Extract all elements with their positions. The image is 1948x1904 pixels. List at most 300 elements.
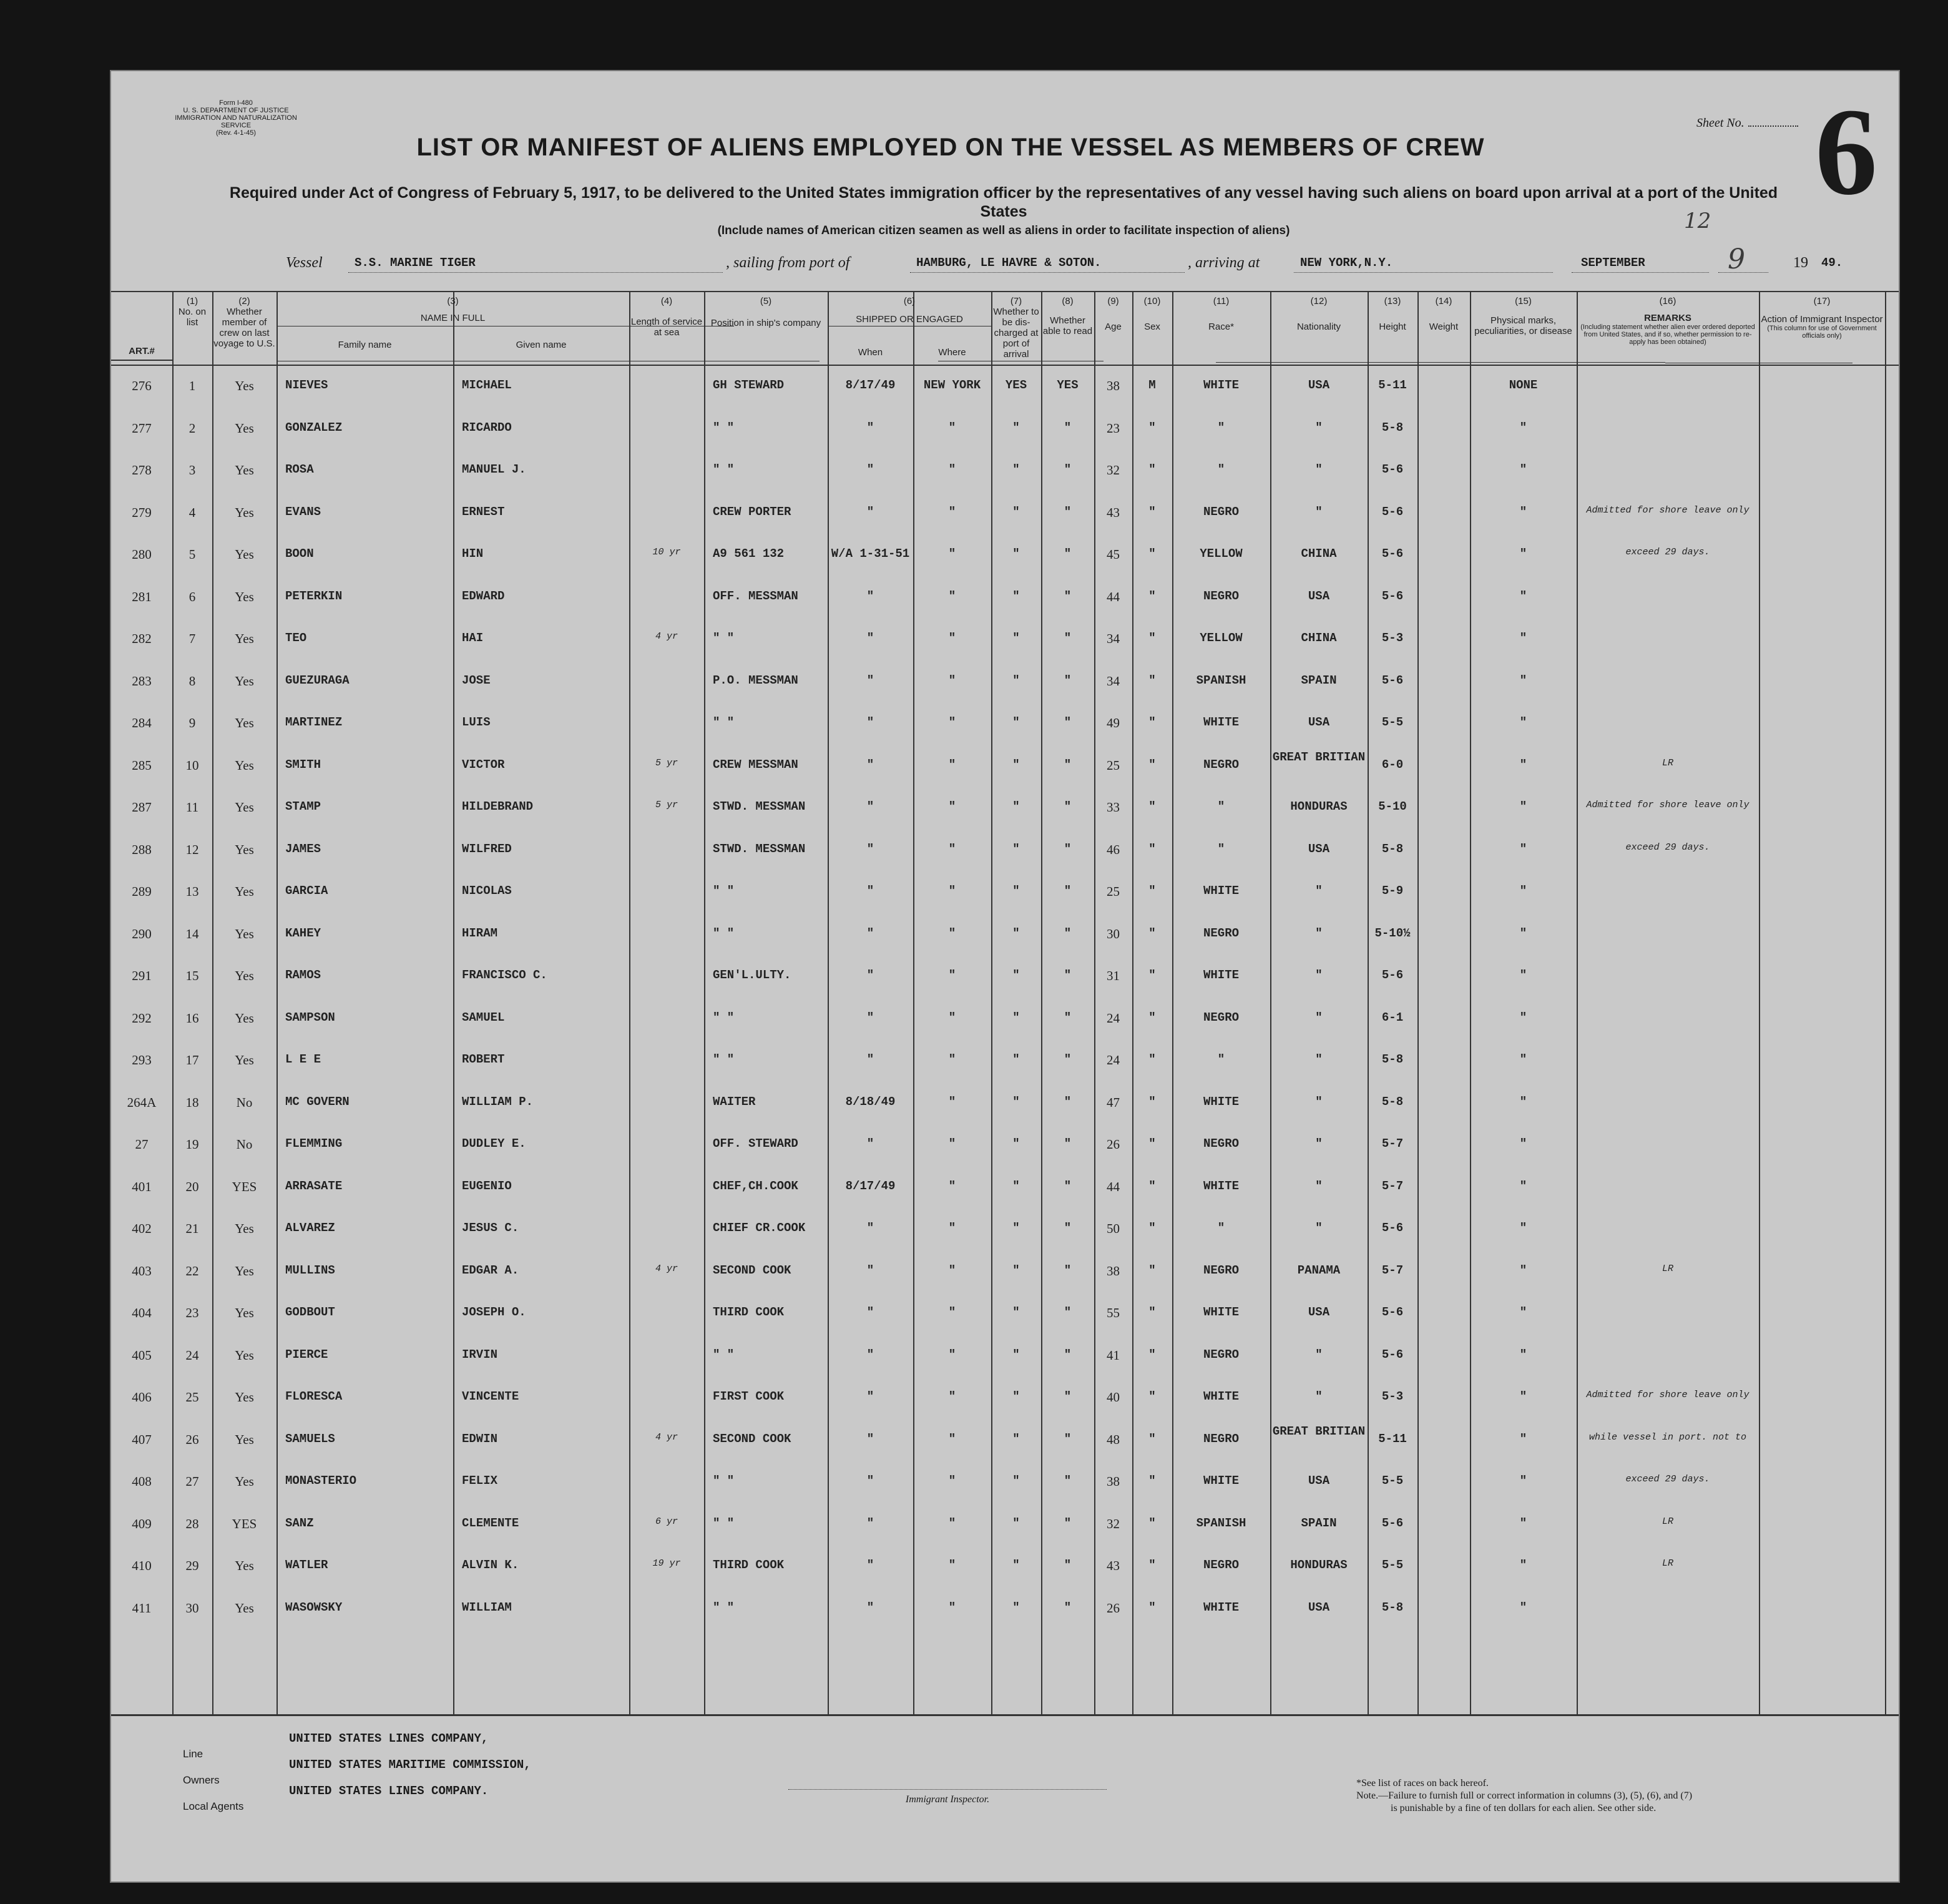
row-to-be-discharged: " <box>1012 926 1020 940</box>
row-length-of-service: 6 yr <box>655 1516 678 1527</box>
row-where-shipped: " <box>948 547 956 561</box>
row-when-shipped: 8/17/49 <box>845 378 896 392</box>
row-position: OFF. STEWARD <box>713 1137 798 1151</box>
row-where-shipped: " <box>948 1558 956 1572</box>
row-race: " <box>1217 800 1225 813</box>
row-height: 5-3 <box>1381 631 1404 645</box>
row-list-number: 11 <box>185 800 199 815</box>
row-art-number: 290 <box>132 926 152 941</box>
row-list-number: 25 <box>185 1390 199 1405</box>
row-position: P.O. MESSMAN <box>713 673 798 687</box>
row-physical-marks: " <box>1519 1221 1527 1235</box>
row-when-shipped: " <box>866 673 874 687</box>
row-height: 5-6 <box>1381 504 1404 519</box>
row-when-shipped: " <box>866 842 874 856</box>
sailing-label: , sailing from port of <box>726 255 850 271</box>
row-able-to-read: " <box>1064 926 1072 940</box>
row-remarks: exceed 29 days. <box>1625 547 1710 557</box>
row-family-name: GODBOUT <box>285 1305 335 1319</box>
row-art-number: 264A <box>127 1094 157 1110</box>
row-list-number: 20 <box>185 1179 199 1194</box>
row-nationality: USA <box>1308 715 1330 729</box>
row-last-voyage: Yes <box>235 463 254 478</box>
row-where-shipped: NEW YORK <box>923 378 981 392</box>
row-nationality: " <box>1315 1221 1323 1235</box>
row-able-to-read: " <box>1064 1600 1072 1614</box>
row-list-number: 24 <box>185 1347 199 1363</box>
row-list-number: 7 <box>188 631 196 646</box>
row-given-name: VINCENTE <box>462 1390 519 1403</box>
row-position: THIRD COOK <box>713 1558 785 1572</box>
row-race: " <box>1217 420 1225 434</box>
row-family-name: ROSA <box>285 463 314 476</box>
row-given-name: JOSEPH O. <box>462 1305 526 1319</box>
row-position: GH STEWARD <box>713 378 785 392</box>
row-nationality: CHINA <box>1301 631 1337 645</box>
row-sex: " <box>1148 1431 1156 1446</box>
row-list-number: 8 <box>188 673 196 689</box>
row-nationality: USA <box>1308 842 1330 856</box>
row-height: 5-6 <box>1381 589 1404 603</box>
row-race: " <box>1217 1221 1225 1235</box>
row-age: 47 <box>1107 1094 1120 1110</box>
row-sex: " <box>1148 1179 1156 1193</box>
row-position: SECOND COOK <box>713 1431 791 1446</box>
row-nationality: USA <box>1308 1600 1330 1614</box>
row-height: 5-7 <box>1381 1137 1404 1151</box>
row-given-name: HAI <box>462 631 484 645</box>
row-position: " " <box>713 631 735 645</box>
row-where-shipped: " <box>948 504 956 519</box>
row-list-number: 10 <box>185 757 199 773</box>
row-remarks: LR <box>1662 1263 1673 1274</box>
sheet-number-label: Sheet No. <box>1696 116 1798 130</box>
row-nationality: " <box>1315 1347 1323 1362</box>
col-2-header: (2) Whether member of crew on last voyage to U.S. <box>213 296 275 349</box>
row-race: " <box>1217 842 1225 856</box>
row-last-voyage: Yes <box>235 1558 254 1573</box>
row-remarks: Admitted for shore leave only <box>1586 1390 1750 1400</box>
row-race: NEGRO <box>1203 926 1239 940</box>
row-age: 55 <box>1107 1305 1120 1320</box>
row-family-name: MONASTERIO <box>285 1474 357 1488</box>
row-height: 5-7 <box>1381 1263 1404 1277</box>
row-family-name: ALVAREZ <box>285 1221 335 1235</box>
row-remarks: LR <box>1662 1516 1673 1527</box>
year-prefix: 19 <box>1793 255 1808 271</box>
row-art-number: 276 <box>132 378 152 393</box>
row-to-be-discharged: " <box>1012 1600 1020 1614</box>
row-remarks: Admitted for shore leave only <box>1586 504 1750 516</box>
row-art-number: 293 <box>132 1053 152 1067</box>
line-value: UNITED STATES LINES COMPANY, <box>289 1732 489 1745</box>
row-given-name: NICOLAS <box>462 884 512 898</box>
row-given-name: IRVIN <box>462 1347 498 1362</box>
row-remarks: exceed 29 days. <box>1625 1474 1710 1484</box>
row-position: " " <box>713 926 735 940</box>
row-nationality: " <box>1315 884 1323 898</box>
form-identifier <box>170 99 301 137</box>
row-to-be-discharged: " <box>1012 547 1020 561</box>
row-when-shipped: " <box>866 1053 874 1066</box>
row-given-name: HIRAM <box>462 926 498 940</box>
row-physical-marks: " <box>1519 1137 1527 1151</box>
row-family-name: SANZ <box>285 1516 314 1530</box>
row-age: 46 <box>1107 842 1120 857</box>
row-when-shipped: W/A 1-31-51 <box>831 547 910 561</box>
row-able-to-read: " <box>1064 420 1072 434</box>
row-when-shipped: " <box>866 1390 874 1403</box>
row-to-be-discharged: " <box>1012 1431 1020 1446</box>
row-last-voyage: Yes <box>235 842 254 857</box>
row-list-number: 17 <box>185 1053 199 1067</box>
row-last-voyage: No <box>236 1094 253 1110</box>
row-able-to-read: " <box>1064 1516 1072 1530</box>
row-age: 38 <box>1107 1263 1120 1278</box>
row-family-name: GONZALEZ <box>285 420 343 434</box>
row-nationality: " <box>1315 926 1323 940</box>
row-race: SPANISH <box>1196 673 1246 687</box>
row-where-shipped: " <box>948 1137 956 1151</box>
col-13-header: (13) Height <box>1379 296 1406 332</box>
row-sex: " <box>1148 1558 1156 1572</box>
row-last-voyage: YES <box>232 1179 257 1194</box>
row-to-be-discharged: " <box>1012 1010 1020 1024</box>
crew-table <box>111 291 1899 1714</box>
row-given-name: LUIS <box>462 715 491 729</box>
row-list-number: 27 <box>185 1474 199 1489</box>
inspector-label: Immigrant Inspector. <box>905 1794 990 1805</box>
row-age: 38 <box>1107 1474 1120 1489</box>
row-list-number: 19 <box>185 1137 199 1152</box>
row-age: 49 <box>1107 715 1120 730</box>
row-age: 24 <box>1107 1053 1120 1067</box>
row-given-name: JESUS C. <box>462 1221 519 1235</box>
row-height: 5-5 <box>1381 1558 1404 1572</box>
row-when-shipped: " <box>866 420 874 434</box>
row-to-be-discharged: " <box>1012 1053 1020 1066</box>
row-last-voyage: Yes <box>235 1474 254 1489</box>
row-sex: " <box>1148 1347 1156 1362</box>
col-3-header: (3) NAME IN FULL <box>420 296 486 323</box>
arrival-year: 49. <box>1821 256 1843 270</box>
row-age: 44 <box>1107 589 1120 604</box>
row-given-name: FELIX <box>462 1474 498 1488</box>
row-physical-marks: " <box>1519 1600 1527 1614</box>
row-height: 6-1 <box>1381 1010 1404 1024</box>
row-list-number: 3 <box>188 463 196 478</box>
row-family-name: FLEMMING <box>285 1137 343 1151</box>
row-physical-marks: " <box>1519 968 1527 982</box>
row-when-shipped: " <box>866 1263 874 1277</box>
row-given-name: VICTOR <box>462 757 505 772</box>
row-nationality: CHINA <box>1301 547 1337 561</box>
row-where-shipped: " <box>948 926 956 940</box>
row-family-name: SAMPSON <box>285 1010 335 1024</box>
row-family-name: KAHEY <box>285 926 321 940</box>
family-name-header: Family name <box>338 340 392 350</box>
row-nationality: " <box>1315 1094 1323 1109</box>
row-last-voyage: YES <box>232 1516 257 1531</box>
row-physical-marks: " <box>1519 504 1527 519</box>
row-to-be-discharged: " <box>1012 1263 1020 1277</box>
row-where-shipped: " <box>948 1221 956 1235</box>
row-able-to-read: " <box>1064 800 1072 813</box>
row-given-name: WILLIAM P. <box>462 1094 534 1109</box>
row-last-voyage: Yes <box>235 1053 254 1067</box>
row-height: 5-6 <box>1381 547 1404 561</box>
row-race: NEGRO <box>1203 1263 1239 1277</box>
row-race: NEGRO <box>1203 589 1239 603</box>
row-last-voyage: Yes <box>235 884 254 899</box>
row-physical-marks: " <box>1519 1516 1527 1530</box>
row-list-number: 16 <box>185 1010 199 1026</box>
footer <box>111 1714 1899 1883</box>
row-art-number: 280 <box>132 547 152 562</box>
row-last-voyage: Yes <box>235 1600 254 1616</box>
col-15-header: (15) Physical marks, peculiarities, or disease <box>1474 296 1572 336</box>
row-physical-marks: " <box>1519 1179 1527 1193</box>
row-race: WHITE <box>1203 968 1239 982</box>
row-remarks: LR <box>1662 757 1673 768</box>
row-where-shipped: " <box>948 1053 956 1066</box>
service: IMMIGRATION AND NATURALIZATION SERVICE <box>175 114 297 129</box>
col-17-header: (17) Action of Immigrant Inspector (This column for use of Government officials only) <box>1761 296 1883 340</box>
row-position: WAITER <box>713 1094 756 1109</box>
row-position: CHEF,CH.COOK <box>713 1179 798 1193</box>
arrival-day: 9 <box>1728 243 1745 275</box>
row-where-shipped: " <box>948 968 956 982</box>
row-given-name: WILFRED <box>462 842 512 856</box>
row-age: 38 <box>1107 378 1120 393</box>
row-sex: " <box>1148 1137 1156 1151</box>
agents-value: UNITED STATES LINES COMPANY. <box>289 1784 489 1798</box>
col-1-header: (1) No. on list <box>178 296 207 328</box>
row-when-shipped: " <box>866 1474 874 1488</box>
row-height: 5-6 <box>1381 1516 1404 1530</box>
row-physical-marks: " <box>1519 1094 1527 1109</box>
line-label: Line <box>183 1748 203 1760</box>
row-family-name: SAMUELS <box>285 1431 335 1446</box>
row-family-name: PIERCE <box>285 1347 328 1362</box>
row-physical-marks: " <box>1519 631 1527 645</box>
row-when-shipped: " <box>866 504 874 519</box>
row-physical-marks: " <box>1519 589 1527 603</box>
departure-port: HAMBURG, LE HAVRE & SOTON. <box>916 256 1102 270</box>
col-4-header: (4) Length of service at sea <box>630 296 703 338</box>
row-given-name: HIN <box>462 547 484 561</box>
row-last-voyage: Yes <box>235 504 254 520</box>
row-nationality: " <box>1315 420 1323 434</box>
row-family-name: TEO <box>285 631 307 645</box>
row-sex: " <box>1148 842 1156 856</box>
row-given-name: RICARDO <box>462 420 512 434</box>
row-art-number: 277 <box>132 420 152 436</box>
row-when-shipped: " <box>866 968 874 982</box>
row-to-be-discharged: YES <box>1005 378 1027 392</box>
row-where-shipped: " <box>948 463 956 476</box>
row-family-name: RAMOS <box>285 968 321 982</box>
row-last-voyage: Yes <box>235 1347 254 1363</box>
row-sex: " <box>1148 589 1156 603</box>
row-art-number: 283 <box>132 673 152 689</box>
row-where-shipped: " <box>948 1347 956 1362</box>
row-list-number: 22 <box>185 1263 199 1278</box>
row-age: 23 <box>1107 420 1120 436</box>
row-height: 5-11 <box>1378 1431 1407 1446</box>
row-family-name: ARRASATE <box>285 1179 343 1193</box>
col-6-header: (6) SHIPPED OR ENGAGED <box>856 296 963 325</box>
row-able-to-read: " <box>1064 1137 1072 1151</box>
row-sex: " <box>1148 1094 1156 1109</box>
row-nationality: SPAIN <box>1301 1516 1337 1530</box>
row-to-be-discharged: " <box>1012 1179 1020 1193</box>
row-race: YELLOW <box>1200 631 1243 645</box>
row-given-name: SAMUEL <box>462 1010 505 1024</box>
department: U. S. DEPARTMENT OF JUSTICE <box>183 107 289 114</box>
row-given-name: MICHAEL <box>462 378 512 392</box>
row-given-name: FRANCISCO C. <box>462 968 547 982</box>
note-line-2: is punishable by a fine of ten dollars for each alien. See other side. <box>1391 1803 1657 1813</box>
row-last-voyage: Yes <box>235 673 254 689</box>
row-race: NEGRO <box>1203 1558 1239 1572</box>
owners-label: Owners <box>183 1774 220 1786</box>
row-nationality: " <box>1315 463 1323 476</box>
row-to-be-discharged: " <box>1012 842 1020 856</box>
row-race: WHITE <box>1203 1179 1239 1193</box>
row-family-name: JAMES <box>285 842 321 856</box>
row-given-name: EDWIN <box>462 1431 498 1446</box>
row-where-shipped: " <box>948 673 956 687</box>
row-list-number: 28 <box>185 1516 199 1531</box>
voyage-line <box>111 243 1899 277</box>
row-art-number: 405 <box>132 1347 152 1363</box>
row-height: 5-8 <box>1381 842 1404 856</box>
row-last-voyage: Yes <box>235 1305 254 1320</box>
row-art-number: 410 <box>132 1558 152 1573</box>
row-remarks: LR <box>1662 1558 1673 1569</box>
row-race: WHITE <box>1203 1600 1239 1614</box>
arriving-label: , arriving at <box>1188 255 1260 271</box>
row-age: 24 <box>1107 1010 1120 1026</box>
row-where-shipped: " <box>948 1305 956 1319</box>
row-list-number: 15 <box>185 968 199 983</box>
row-age: 25 <box>1107 757 1120 773</box>
row-height: 5-5 <box>1381 715 1404 729</box>
row-height: 6-0 <box>1381 757 1404 772</box>
row-art-number: 291 <box>132 968 152 983</box>
row-last-voyage: Yes <box>235 757 254 773</box>
row-sex: " <box>1148 1516 1156 1530</box>
row-last-voyage: Yes <box>235 800 254 815</box>
row-able-to-read: " <box>1064 1474 1072 1488</box>
note-line-1: Note.—Failure to furnish full or correct information in columns (3), (5), (6), and (7) <box>1356 1790 1693 1801</box>
row-to-be-discharged: " <box>1012 1221 1020 1235</box>
row-family-name: SMITH <box>285 757 321 772</box>
row-able-to-read: " <box>1064 1263 1072 1277</box>
row-art-number: 411 <box>132 1600 152 1616</box>
row-physical-marks: " <box>1519 926 1527 940</box>
row-position: CREW MESSMAN <box>713 757 798 772</box>
row-position: SECOND COOK <box>713 1263 791 1277</box>
col-9-header: (9) Age <box>1105 296 1122 332</box>
row-family-name: EVANS <box>285 504 321 519</box>
row-sex: " <box>1148 800 1156 813</box>
page-title: LIST OR MANIFEST OF ALIENS EMPLOYED ON THE VESSEL AS MEMBERS OF CREW <box>416 134 1485 161</box>
row-when-shipped: " <box>866 1347 874 1362</box>
row-able-to-read: " <box>1064 547 1072 561</box>
row-height: 5-10 <box>1378 800 1407 813</box>
row-art-number: 281 <box>132 589 152 604</box>
col-14-header: (14) Weight <box>1429 296 1459 332</box>
row-age: 40 <box>1107 1390 1120 1405</box>
row-where-shipped: " <box>948 1516 956 1530</box>
row-family-name: STAMP <box>285 800 321 813</box>
owners-value: UNITED STATES MARITIME COMMISSION, <box>289 1758 531 1772</box>
row-position: GEN'L.ULTY. <box>713 968 791 982</box>
row-art-number: 289 <box>132 884 152 899</box>
row-family-name: GUEZURAGA <box>285 673 350 687</box>
row-when-shipped: " <box>866 589 874 603</box>
arrival-port: NEW YORK,N.Y. <box>1300 256 1393 270</box>
row-nationality: SPAIN <box>1301 673 1337 687</box>
row-age: 50 <box>1107 1221 1120 1236</box>
row-position: CREW PORTER <box>713 504 791 519</box>
row-race: NEGRO <box>1203 1010 1239 1024</box>
row-remarks: exceed 29 days. <box>1625 842 1710 853</box>
row-sex: " <box>1148 968 1156 982</box>
row-height: 5-6 <box>1381 1305 1404 1319</box>
row-to-be-discharged: " <box>1012 1558 1020 1572</box>
row-last-voyage: Yes <box>235 715 254 730</box>
given-name-header: Given name <box>516 340 567 350</box>
row-sex: M <box>1148 378 1156 392</box>
row-physical-marks: " <box>1519 1347 1527 1362</box>
row-art-number: 404 <box>132 1305 152 1320</box>
handwritten-sheet-ref: 12 <box>1684 209 1711 233</box>
row-to-be-discharged: " <box>1012 1390 1020 1403</box>
row-nationality: USA <box>1308 1305 1330 1319</box>
row-height: 5-10½ <box>1374 926 1411 940</box>
row-nationality: " <box>1315 968 1323 982</box>
row-list-number: 1 <box>188 378 196 393</box>
row-given-name: ERNEST <box>462 504 505 519</box>
row-remarks: Admitted for shore leave only <box>1586 800 1750 810</box>
row-to-be-discharged: " <box>1012 589 1020 603</box>
row-list-number: 29 <box>185 1558 199 1573</box>
row-physical-marks: " <box>1519 420 1527 434</box>
row-physical-marks: " <box>1519 842 1527 856</box>
col-11-header: (11) Race* <box>1208 296 1234 332</box>
row-given-name: HILDEBRAND <box>462 800 534 813</box>
row-when-shipped: " <box>866 1558 874 1572</box>
row-able-to-read: " <box>1064 589 1072 603</box>
row-when-shipped: " <box>866 463 874 476</box>
row-physical-marks: " <box>1519 1263 1527 1277</box>
row-able-to-read: " <box>1064 757 1072 772</box>
row-able-to-read: " <box>1064 504 1072 519</box>
row-where-shipped: " <box>948 884 956 898</box>
where-header: Where <box>938 347 966 358</box>
row-art-number: 401 <box>132 1179 152 1194</box>
row-family-name: MARTINEZ <box>285 715 343 729</box>
row-length-of-service: 5 yr <box>655 800 678 810</box>
row-where-shipped: " <box>948 420 956 434</box>
row-last-voyage: Yes <box>235 547 254 562</box>
row-able-to-read: " <box>1064 1431 1072 1446</box>
row-age: 25 <box>1107 884 1120 899</box>
row-physical-marks: " <box>1519 1010 1527 1024</box>
